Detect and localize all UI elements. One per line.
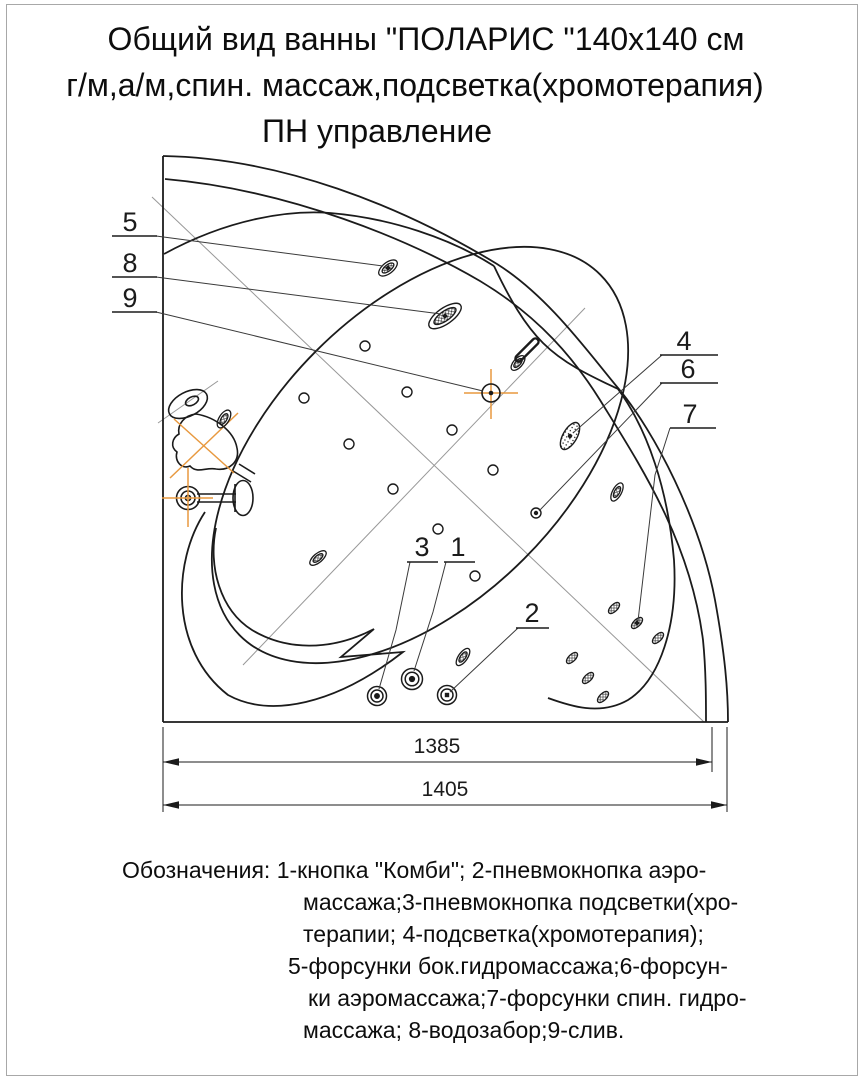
callout-aero-button: 2 xyxy=(524,598,540,628)
spine-jet xyxy=(607,601,622,616)
arrow-1385-left xyxy=(163,758,179,766)
aero-jet xyxy=(388,484,398,494)
legend-line-6: массажа; 8-водозабор;9-слив. xyxy=(303,1017,625,1043)
legend-line-1: Обозначения: 1-кнопка "Комби"; 2-пневмокнопка аэро- xyxy=(122,857,707,883)
centerlines xyxy=(152,197,704,722)
button-dot xyxy=(375,694,379,698)
aero-jet xyxy=(344,439,354,449)
aero-jet xyxy=(299,393,309,403)
light-button xyxy=(368,687,387,706)
leader-7 xyxy=(638,428,670,621)
callout-spine-jet: 7 xyxy=(682,399,698,429)
callout-labels xyxy=(112,207,718,628)
dim-value-1385: 1385 xyxy=(413,735,461,758)
soap-dish-hole xyxy=(184,394,200,408)
seat-inner-edge xyxy=(214,528,374,646)
jet-face xyxy=(457,651,468,664)
callout-underlines xyxy=(112,236,718,628)
leader-dot-6 xyxy=(534,511,538,515)
control-buttons xyxy=(368,669,457,706)
spine-jet xyxy=(581,671,596,686)
side-hydro-jets xyxy=(214,257,625,668)
jet-face xyxy=(512,357,523,369)
arrow-1405-left xyxy=(163,801,179,809)
spine-jets xyxy=(565,601,666,705)
callout-light-button: 3 xyxy=(414,532,430,562)
combi-button xyxy=(402,669,423,690)
callout-combi-button: 1 xyxy=(450,532,466,562)
jet-face xyxy=(612,485,622,498)
leader-dot-4 xyxy=(568,434,572,438)
aero-jet xyxy=(433,524,443,534)
dimensions xyxy=(163,727,727,812)
leader-dot-5 xyxy=(386,266,390,270)
title-line-1: Общий вид ванны "ПОЛАРИС "140х140 см xyxy=(107,21,745,57)
tub-outline xyxy=(136,156,728,739)
spout-bell xyxy=(233,481,253,516)
dim-value-1405: 1405 xyxy=(421,778,469,801)
spine-jet xyxy=(596,690,611,705)
aero-jet xyxy=(488,465,498,475)
callout-aero-jet: 6 xyxy=(680,354,696,384)
leader-1 xyxy=(414,562,446,671)
legend-line-3: терапии; 4-подсветка(хромотерапия); xyxy=(303,921,704,947)
side-hydro-jet xyxy=(307,548,328,568)
aero-jet xyxy=(360,341,370,351)
side-hydro-jet xyxy=(454,646,473,668)
spine-jet xyxy=(565,651,580,666)
button-dot xyxy=(410,677,415,682)
callout-water-intake: 8 xyxy=(122,248,138,278)
title-line-2: г/м,а/м,спин. массаж,подсветка(хромотерапия) xyxy=(66,67,764,103)
setout-crosses xyxy=(162,369,518,527)
drain-dot xyxy=(489,391,494,396)
side-hydro-jet xyxy=(608,481,625,503)
leader-end-dots xyxy=(386,266,639,625)
arrow-1385-right xyxy=(696,758,712,766)
aero-jet xyxy=(470,571,480,581)
aero-jet xyxy=(447,425,457,435)
arrow-1405-right xyxy=(711,801,727,809)
jet-face xyxy=(312,552,325,564)
leader-5 xyxy=(156,236,383,266)
legend xyxy=(0,854,864,1046)
rim-lobe-1 xyxy=(164,212,494,266)
spine-jet xyxy=(651,631,666,646)
callout-side-hydro-jet: 5 xyxy=(122,207,138,237)
callout-chromo-light: 4 xyxy=(676,326,692,356)
legend-line-2: массажа;3-пневмокнопка подсветки(хро- xyxy=(303,889,739,915)
callout-drain: 9 xyxy=(122,283,138,313)
leader-dot-7 xyxy=(635,621,639,625)
button-dot xyxy=(445,693,449,697)
title-line-3: ПН управление xyxy=(262,113,492,149)
fixtures xyxy=(164,384,255,516)
legend-line-4: 5-форсунки бок.гидромассажа;6-форсун- xyxy=(288,953,728,979)
diagonal-centerline xyxy=(152,197,704,722)
aero-jet xyxy=(402,387,412,397)
leader-8 xyxy=(156,277,441,314)
leader-4 xyxy=(573,355,662,433)
legend-line-5: ки аэромассажа;7-форсунки спин. гидро- xyxy=(308,985,747,1011)
spout-link-line-2 xyxy=(239,464,255,474)
leader-dot-8 xyxy=(443,314,447,318)
side-hydro-jet xyxy=(509,353,528,372)
seat-outer-edge xyxy=(182,512,403,706)
